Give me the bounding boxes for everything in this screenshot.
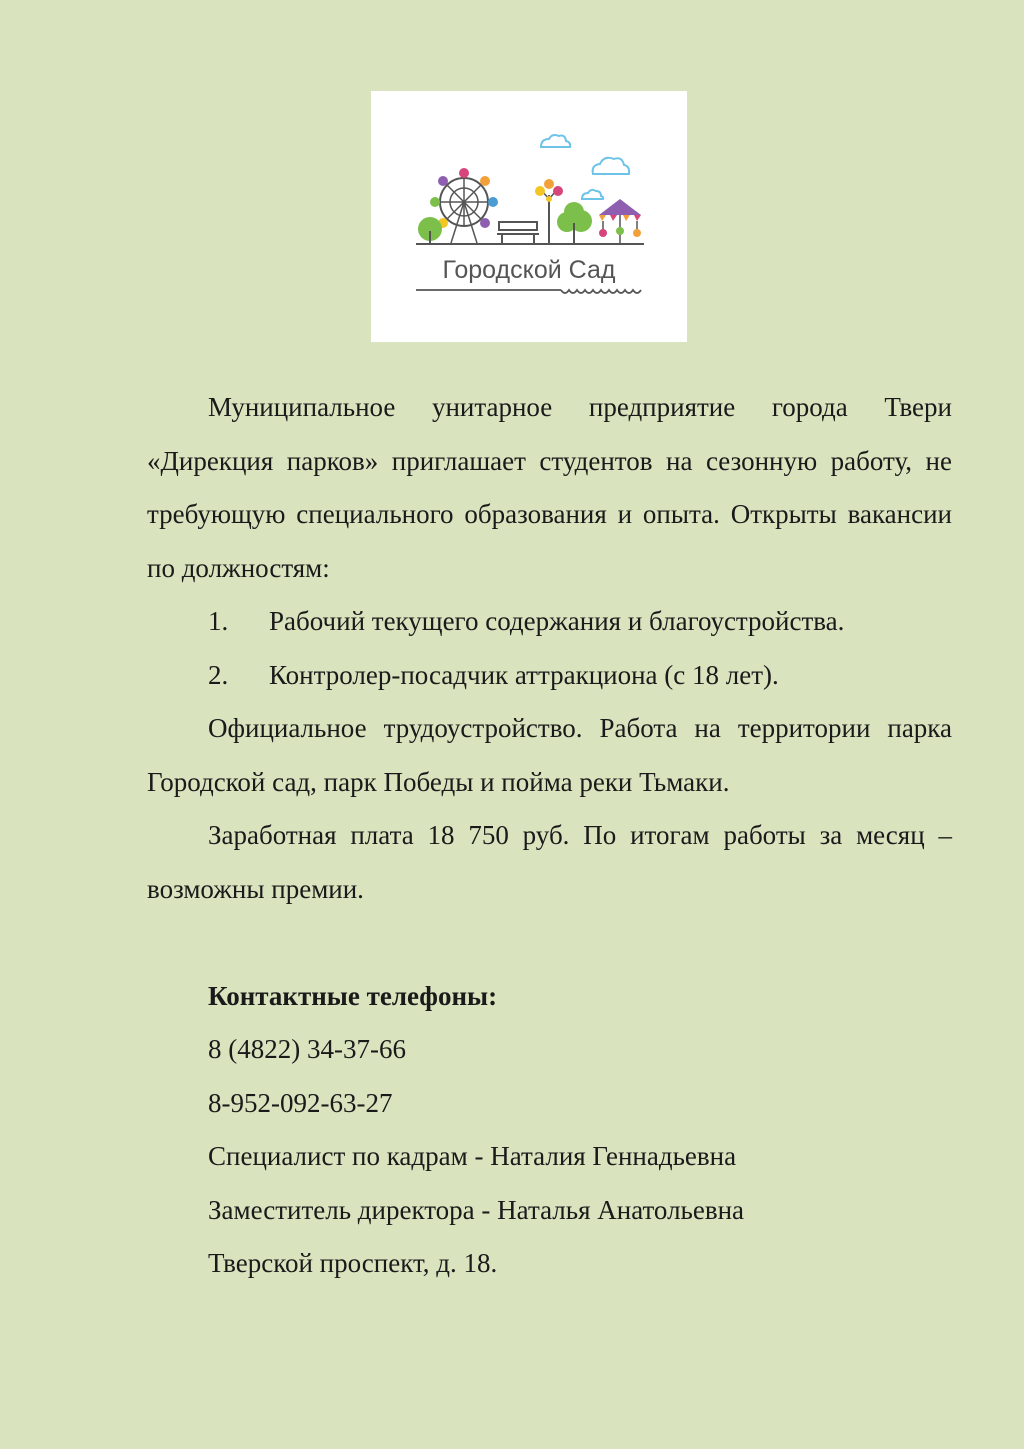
- tree-icon: [557, 202, 592, 244]
- position-text: Контролер-посадчик аттракциона (с 18 лет).: [269, 659, 779, 690]
- position-text: Рабочий текущего содержания и благоустройства.: [269, 606, 845, 636]
- cloud-icon: [582, 190, 603, 199]
- carousel-icon: [599, 199, 641, 244]
- logo: [371, 91, 687, 342]
- hr-specialist: Специалист по кадрам - Наталия Геннадьевна: [208, 1141, 737, 1171]
- position-number: 2.: [208, 659, 229, 690]
- position-number: 1.: [208, 606, 229, 636]
- employment-paragraph: Официальное трудоустройство. Работа на территории парка Городской сад, парк Победы и пойма реки Тьмаки.: [147, 713, 952, 797]
- deputy-director: Заместитель директора - Наталья Анатольевна: [208, 1194, 745, 1225]
- contacts-title: Контактные телефоны:: [208, 980, 498, 1011]
- lamp-icon: [535, 179, 563, 244]
- intro-paragraph: Муниципальное унитарное предприятие города Твери «Дирекция парков» приглашает студентов на сезонную работу, не требующую специального образования и опыта. Открыты вакансии по должностям:: [147, 392, 952, 583]
- position-item: [147, 649, 952, 703]
- cloud-icon: [593, 158, 630, 174]
- logo-underline: [416, 290, 641, 293]
- park-logo-illustration: [371, 91, 687, 342]
- position-item: [147, 595, 952, 649]
- address: Тверской проспект, д. 18.: [208, 1248, 498, 1278]
- spacer: [147, 916, 952, 970]
- cloud-icon: [541, 135, 570, 147]
- logo-wordmark: Городской Сад: [442, 256, 616, 284]
- salary-paragraph: Заработная плата 18 750 руб. По итогам работы за месяц – возможны премии.: [147, 820, 952, 904]
- tree-icon: [418, 217, 442, 244]
- bench-icon: [497, 222, 539, 244]
- phone-1: 8 (4822) 34-37-66: [208, 1034, 406, 1064]
- phone-2: 8-952-092-63-27: [208, 1087, 393, 1118]
- document-body: [147, 381, 952, 1291]
